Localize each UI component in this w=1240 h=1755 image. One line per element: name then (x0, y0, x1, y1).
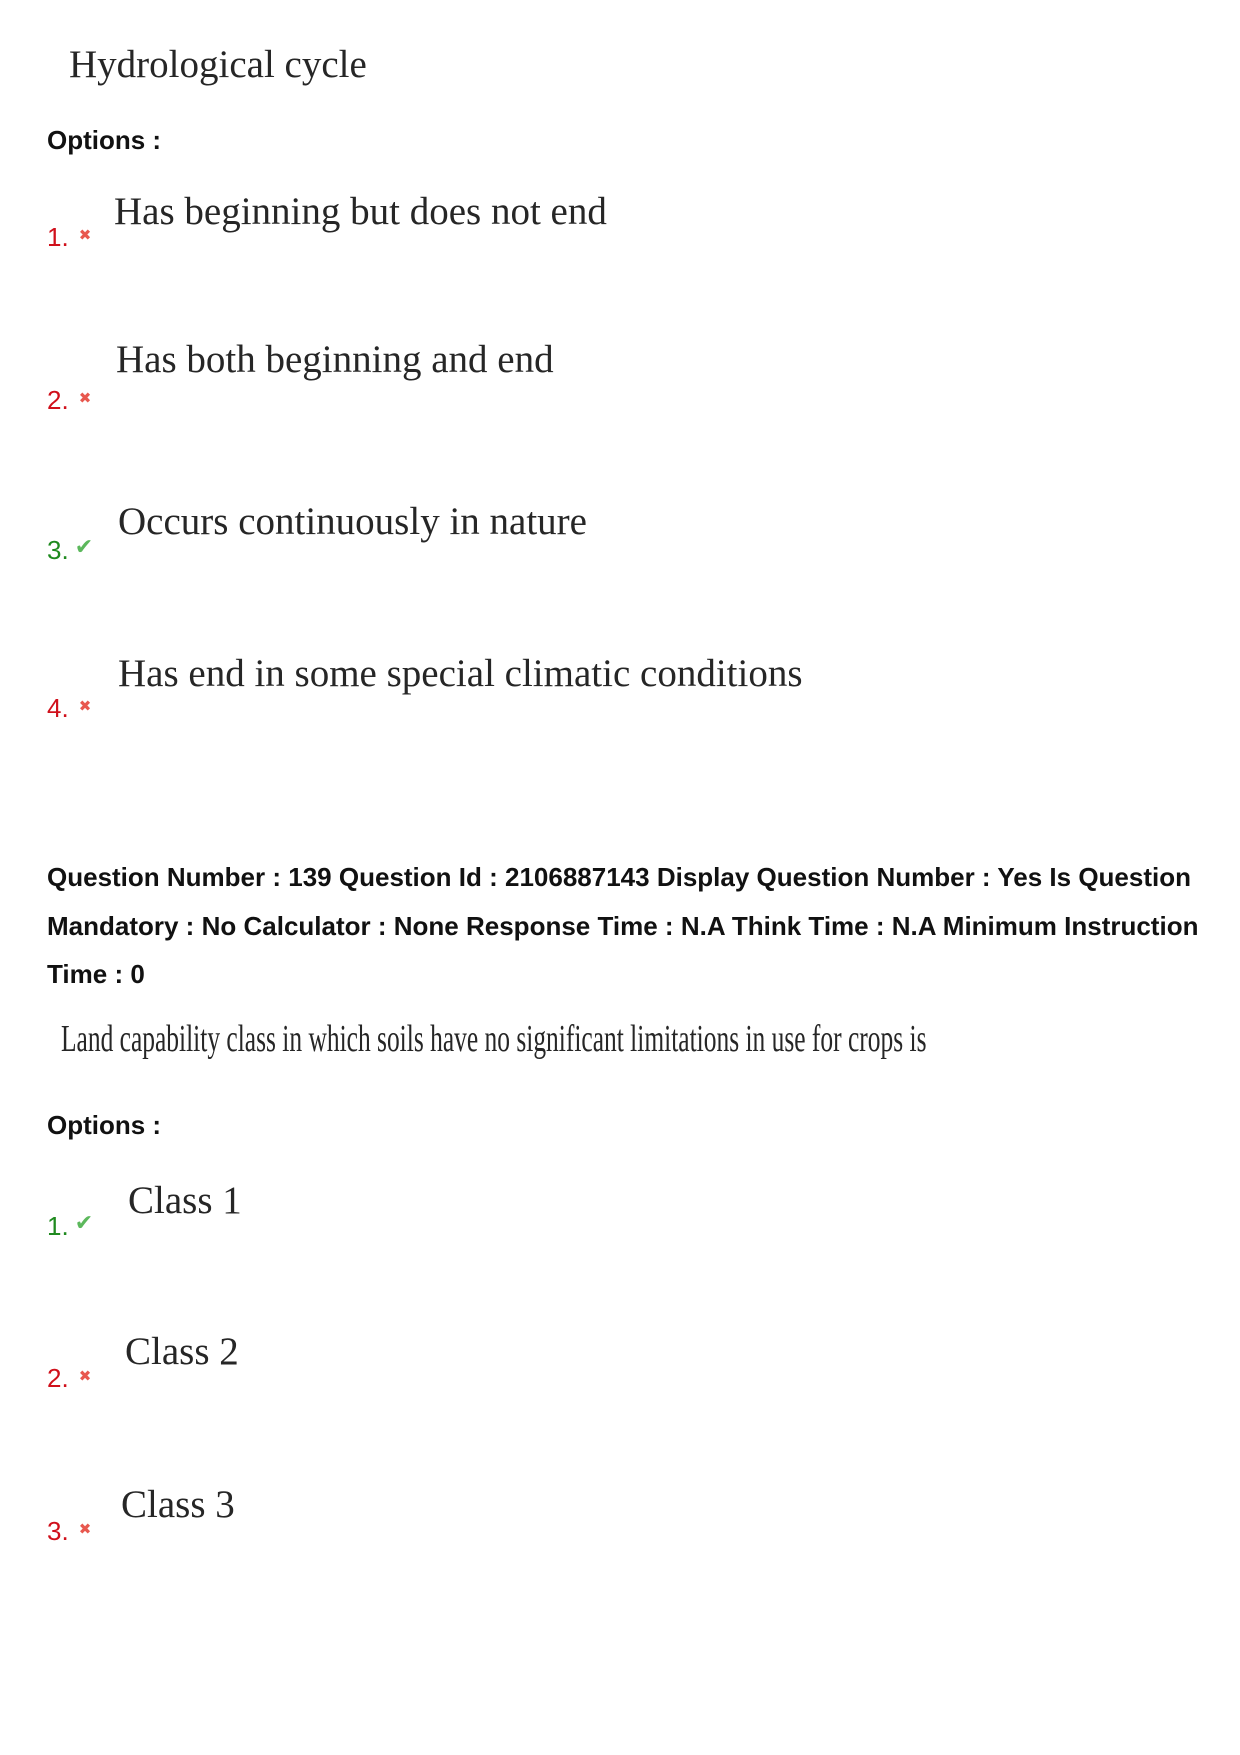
meta-value: 2106887143 (505, 862, 650, 892)
meta-value: 0 (130, 959, 145, 989)
cross-icon (79, 699, 92, 714)
option-text: Class 2 (125, 1330, 239, 1373)
meta-value: Yes (997, 862, 1043, 892)
meta-label: Calculator : (243, 910, 387, 941)
cross-icon (79, 1369, 92, 1384)
meta-value: N.A (891, 910, 936, 941)
cross-icon (79, 228, 92, 243)
meta-label: Minimum Instruction Time : (47, 910, 1199, 989)
meta-label: Question Id : (338, 862, 498, 892)
option-marker (47, 1518, 91, 1544)
meta-value: N.A (680, 910, 725, 941)
option-number: 3. (47, 1516, 69, 1546)
options-label: Options : (47, 1110, 162, 1140)
meta-value: No (201, 910, 237, 941)
option-marker (47, 1365, 91, 1391)
meta-label: Display Question Number : (656, 862, 991, 892)
option-marker (47, 695, 91, 721)
option-number: 2. (47, 1363, 69, 1393)
cross-icon (79, 1522, 92, 1537)
check-icon (75, 1213, 93, 1235)
meta-label: Think Time : (731, 910, 885, 941)
options-label: Options : (47, 125, 162, 155)
option-marker (47, 224, 91, 250)
option-number: 2. (47, 385, 69, 415)
option-marker (47, 387, 91, 413)
question-text: Hydrological cycle (69, 43, 367, 86)
option-text: Has both beginning and end (116, 338, 554, 381)
option-text: Occurs continuously in nature (118, 500, 587, 543)
meta-value: None (393, 910, 459, 941)
question-meta (47, 853, 1212, 999)
option-number: 1. (47, 222, 69, 252)
option-marker (47, 1213, 93, 1239)
meta-label: Question Number : (47, 862, 282, 892)
option-number: 1. (47, 1211, 69, 1241)
option-number: 4. (47, 693, 69, 723)
option-text: Has end in some special climatic conditions (118, 652, 803, 695)
option-marker (47, 537, 93, 563)
question-text-container (61, 1020, 1011, 1060)
cross-icon (79, 391, 92, 406)
option-number: 3. (47, 535, 69, 565)
option-text: Class 1 (128, 1179, 242, 1222)
option-text: Has beginning but does not end (114, 190, 607, 233)
meta-label: Is Question Mandatory : (47, 862, 1191, 941)
question-text: Land capability class in which soils have no significant limitations in use for crops is (61, 1020, 927, 1060)
meta-value: 139 (288, 862, 332, 892)
check-icon (75, 537, 93, 559)
meta-label: Response Time : (465, 910, 674, 941)
option-text: Class 3 (121, 1483, 235, 1526)
